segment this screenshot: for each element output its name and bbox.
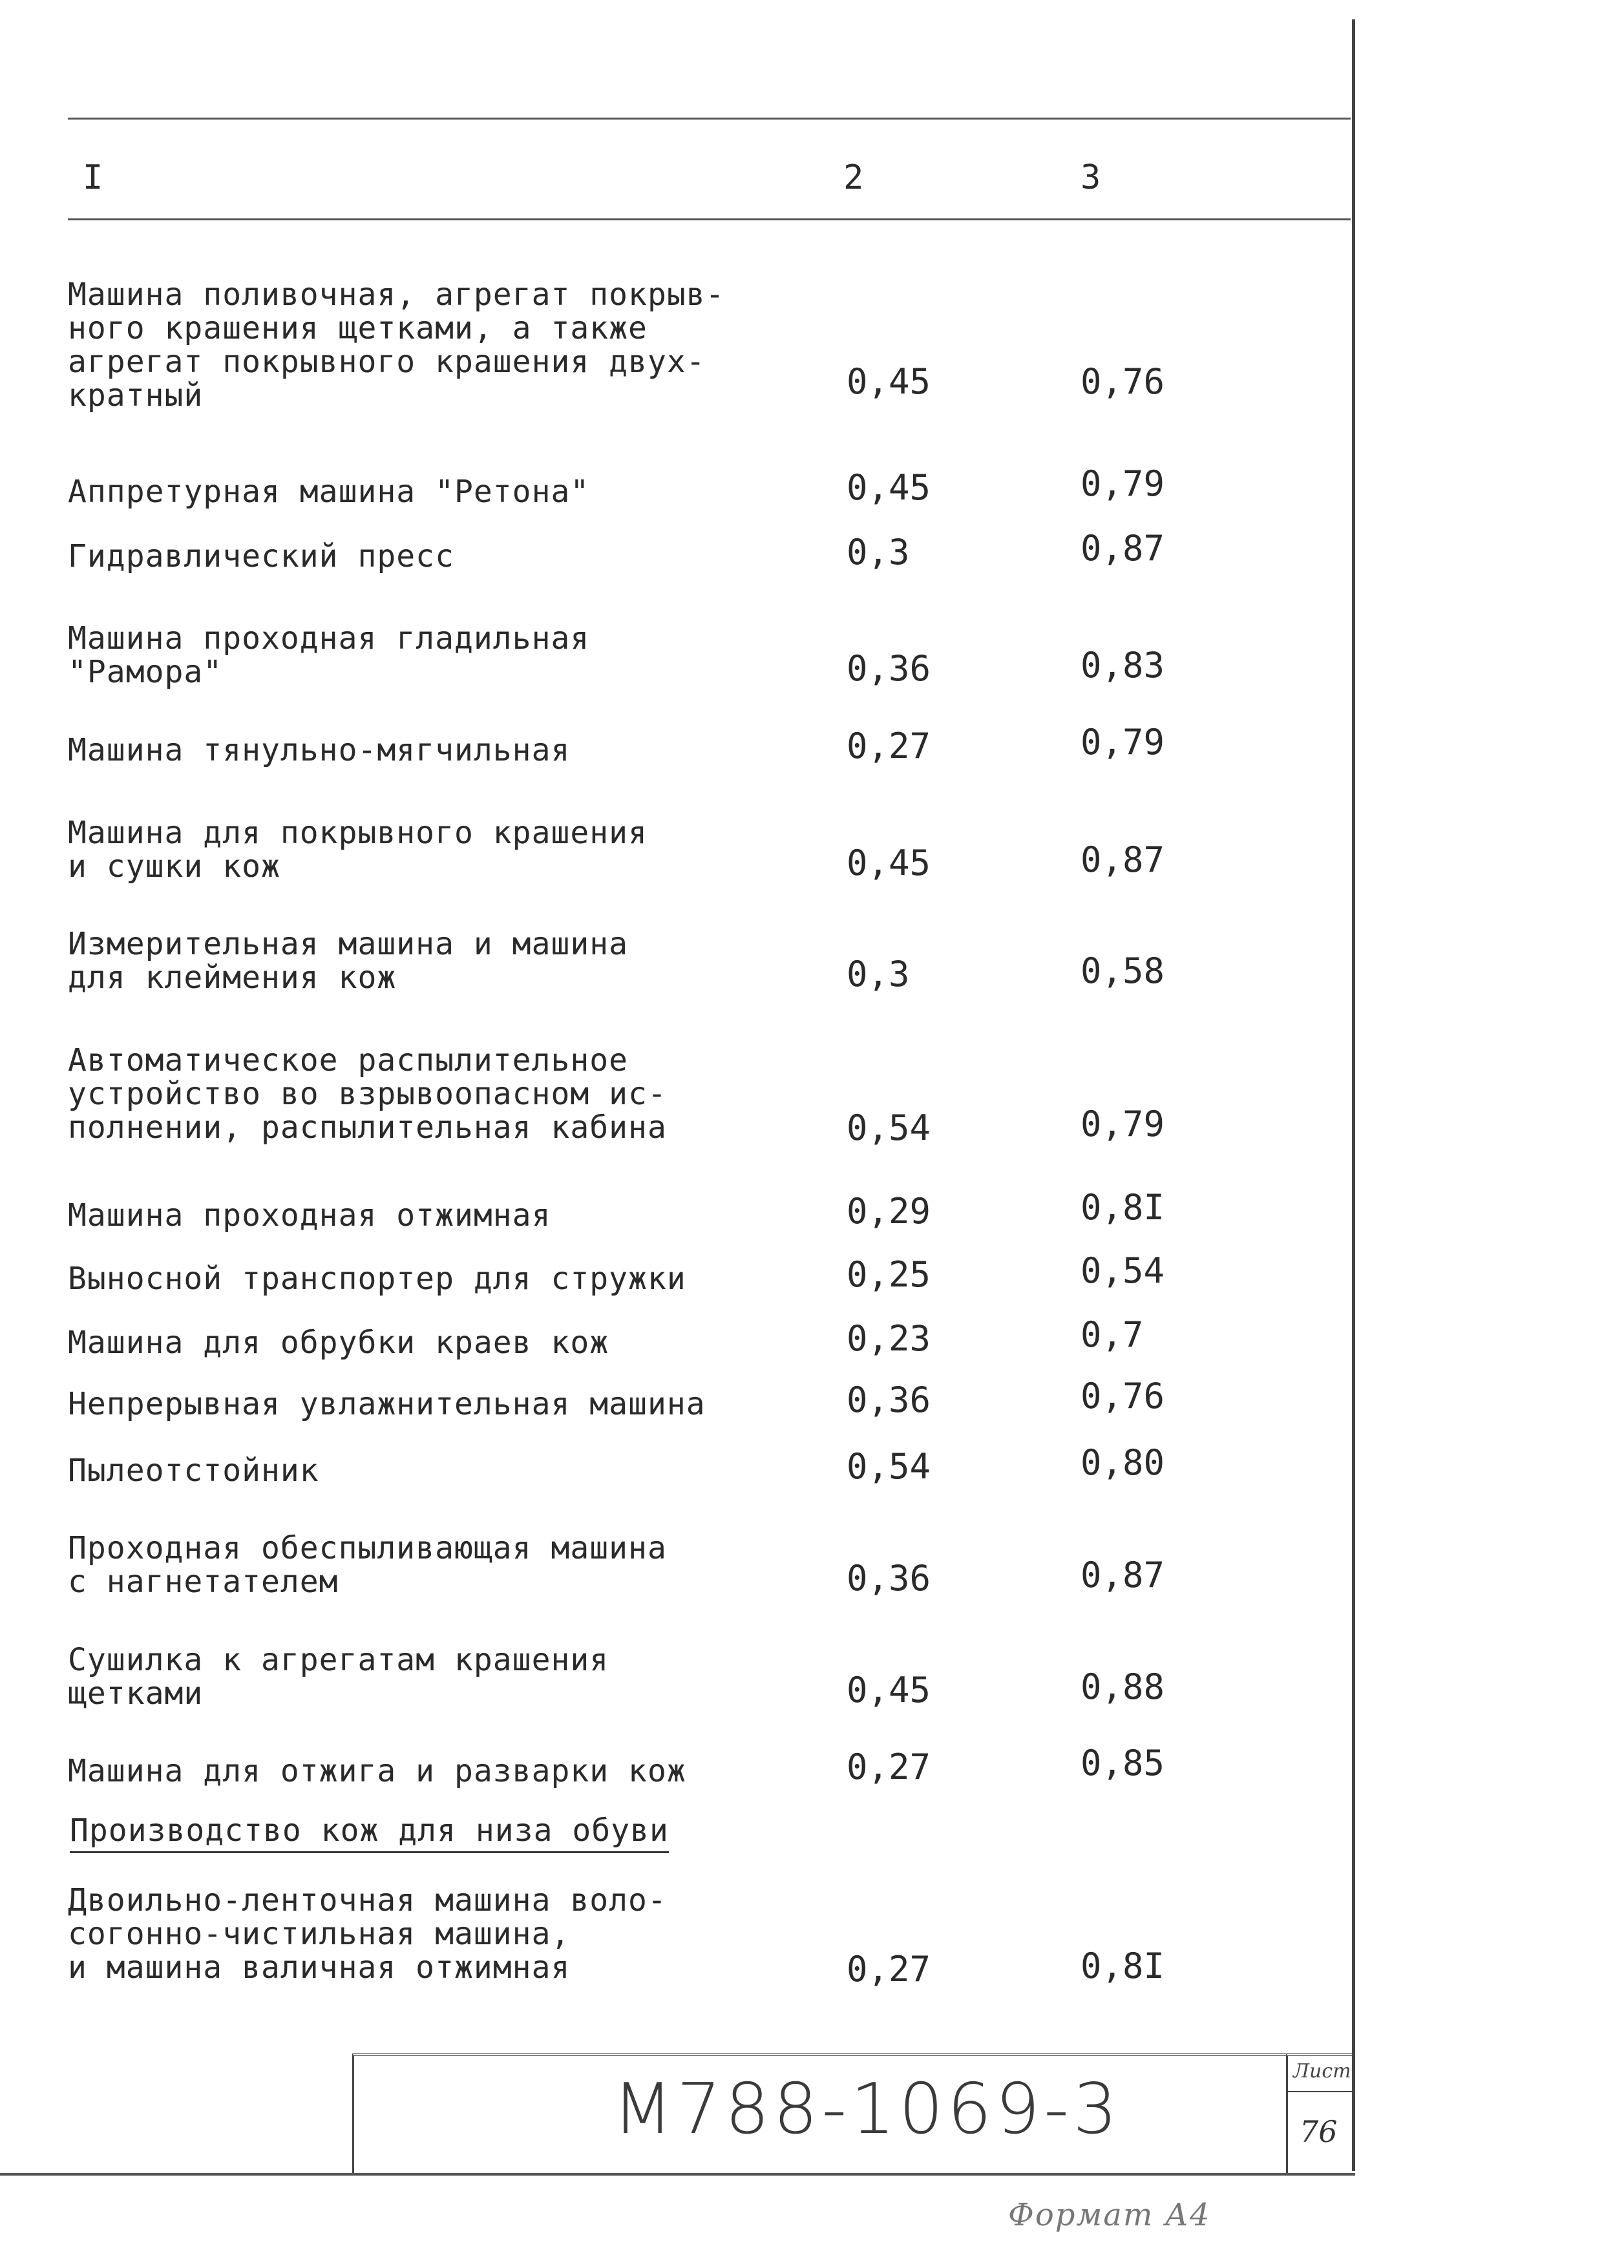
equipment-name: Гидравлический пресс [68, 538, 454, 574]
equipment-name: Автоматическое распылительное устройство во взрывоопасном ис- полнении, распылительная кабина [68, 1042, 667, 1146]
sheet-label: Лист [1293, 2060, 1351, 2083]
equipment-name: Выносной транспортер для стружки [68, 1261, 686, 1297]
value-col-3: 0,87 [1081, 839, 1165, 880]
value-col-3: 0,8I [1081, 1946, 1165, 1986]
value-col-2: 0,27 [847, 1949, 931, 1990]
column-header-1: I [83, 158, 103, 197]
value-col-2: 0,54 [847, 1108, 931, 1148]
equipment-name: Непрерывная увлажнительная машина [68, 1386, 706, 1422]
value-col-2: 0,36 [847, 1380, 931, 1420]
column-header-2: 2 [843, 158, 864, 197]
value-col-2: 0,45 [847, 843, 931, 883]
value-col-3: 0,76 [1081, 361, 1165, 402]
equipment-name: Пылеотстойник [68, 1453, 319, 1489]
column-header-3: 3 [1081, 158, 1101, 197]
value-col-2: 0,45 [847, 1670, 931, 1710]
value-col-3: 0,7 [1081, 1314, 1144, 1355]
page-bottom-rule [0, 2173, 1355, 2176]
table-header-rule [68, 218, 1351, 220]
table-top-rule [68, 118, 1351, 120]
value-col-2: 0,36 [847, 648, 931, 689]
value-col-3: 0,85 [1081, 1743, 1165, 1783]
title-block-stamp [352, 2053, 1288, 2176]
value-col-3: 0,88 [1081, 1666, 1165, 1707]
value-col-2: 0,54 [847, 1446, 931, 1487]
equipment-name: Проходная обеспыливающая машина с нагнетателем [68, 1530, 667, 1600]
value-col-3: 0,79 [1081, 463, 1165, 504]
value-col-2: 0,23 [847, 1318, 931, 1359]
value-col-2: 0,45 [847, 361, 931, 402]
value-col-2: 0,29 [847, 1191, 931, 1232]
page-border [1352, 19, 1355, 2171]
sheet-divider [1288, 2091, 1353, 2092]
value-col-2: 0,25 [847, 1254, 931, 1295]
equipment-name: Сушилка к агрегатам крашения щетками [68, 1642, 609, 1712]
value-col-2: 0,45 [847, 467, 931, 508]
value-col-3: 0,83 [1081, 645, 1165, 686]
value-col-2: 0,3 [847, 954, 910, 994]
equipment-name: Машина тянульно-мягчильная [68, 732, 571, 768]
value-col-2: 0,27 [847, 1747, 931, 1787]
equipment-name: Двоильно-ленточная машина воло- согонно-чистильная машина, и машина валичная отжимная [68, 1882, 667, 1986]
equipment-name: Аппретурная машина "Ретона" [68, 474, 590, 510]
value-col-3: 0,58 [1081, 950, 1165, 991]
value-col-3: 0,8I [1081, 1187, 1165, 1228]
document-code: М788-1069-3 [613, 2069, 1121, 2150]
equipment-name: Машина для обрубки краев кож [68, 1325, 609, 1361]
sheet-number: 76 [1300, 2114, 1338, 2149]
equipment-name: Машина проходная отжимная [68, 1197, 551, 1234]
sheet-number-box [1286, 2053, 1353, 2176]
value-col-3: 0,54 [1081, 1250, 1165, 1291]
value-col-2: 0,3 [847, 532, 910, 572]
equipment-name: Машина для отжига и разварки кож [68, 1753, 686, 1789]
value-col-3: 0,80 [1081, 1442, 1165, 1483]
value-col-3: 0,79 [1081, 722, 1165, 762]
value-col-3: 0,79 [1081, 1104, 1165, 1144]
value-col-3: 0,87 [1081, 1555, 1165, 1595]
equipment-name: Измерительная машина и машина для клеймения кож [68, 926, 629, 996]
equipment-name: Машина проходная гладильная "Рамора" [68, 620, 590, 690]
value-col-3: 0,76 [1081, 1376, 1165, 1416]
value-col-3: 0,87 [1081, 528, 1165, 569]
equipment-name: Машина поливочная, агрегат покрыв- ного крашения щетками, а также агрегат покрывного крашения двух- кратный [68, 277, 725, 414]
section-heading: Производство кож для низа обуви [70, 1812, 669, 1853]
equipment-name: Машина для покрывного крашения и сушки кож [68, 815, 648, 885]
value-col-2: 0,36 [847, 1558, 931, 1599]
value-col-2: 0,27 [847, 726, 931, 766]
paper-format-label: Формат А4 [1008, 2197, 1211, 2233]
